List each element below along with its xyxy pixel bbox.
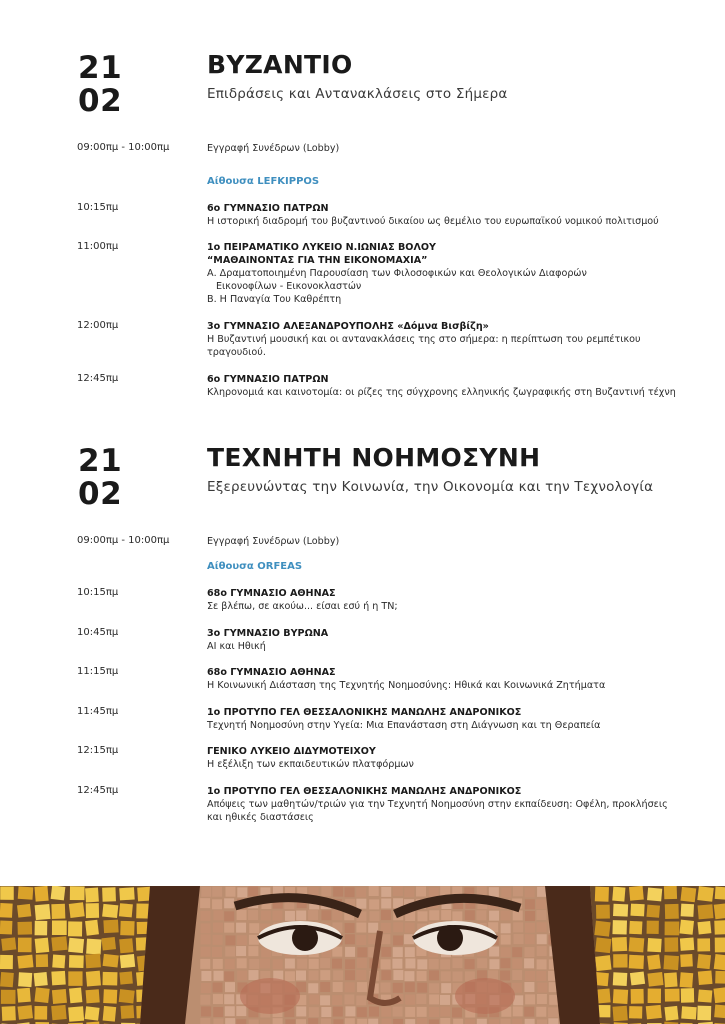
time: 10:45πμ xyxy=(77,627,119,638)
section-date xyxy=(78,445,122,511)
time: 10:15πμ xyxy=(77,202,119,213)
presentation-title: Η ιστορική διαδρομή του βυζαντινού δικαίου ως θεμέλιο του ευρωπαϊκού νομικού πολιτισμού xyxy=(207,216,659,227)
room-label: Αίθουσα ORFEAS xyxy=(207,561,303,572)
school-name: 1ο ΠΕΙΡΑΜΑΤΙΚΟ ΛΥΚΕΙΟ Ν.ΙΩΝΙΑΣ ΒΟΛΟΥ xyxy=(207,242,436,253)
time: 10:15πμ xyxy=(77,587,119,598)
school-name: 1ο ΠΡΟΤΥΠΟ ΓΕΛ ΘΕΣΣΑΛΟΝΙΚΗΣ ΜΑΝΩΛΗΣ ΑΝΔΡΟΝΙΚΟΣ xyxy=(207,786,522,797)
registration-text: Εγγραφή Συνέδρων (Lobby) xyxy=(207,143,340,154)
school-name: 68ο ΓΥΜΝΑΣΙΟ ΑΘΗΝΑΣ xyxy=(207,588,336,599)
presentation-title: Η εξέλιξη των εκπαιδευτικών πλατφόρμων xyxy=(207,759,414,770)
project-title: “ΜΑΘΑΙΝΟΝΤΑΣ ΓΙΑ ΤΗΝ ΕΙΚΟΝΟΜΑΧΙΑ” xyxy=(207,255,428,266)
date-month: 02 xyxy=(78,83,123,119)
room-label: Αίθουσα LEFKIPPOS xyxy=(207,176,320,187)
date-day: 21 xyxy=(78,443,123,479)
presentation-title: Β. Η Παναγία Του Καθρέπτη xyxy=(207,294,342,305)
section-title: ΒΥΖΑΝΤΙΟ xyxy=(207,50,353,79)
presentation-title: Η Κοινωνική Διάσταση της Τεχνητής Νοημοσύνης: Ηθικά και Κοινωνικά Ζητήματα xyxy=(207,680,606,691)
section-subtitle: Επιδράσεις και Αντανακλάσεις στο Σήμερα xyxy=(207,86,508,102)
time: 12:15πμ xyxy=(77,745,119,756)
time: 09:00πμ - 10:00πμ xyxy=(77,535,170,546)
section-subtitle: Εξερευνώντας την Κοινωνία, την Οικονομία και την Τεχνολογία xyxy=(207,479,654,495)
school-name: ΓΕΝΙΚΟ ΛΥΚΕΙΟ ΔΙΔΥΜΟΤΕΙΧΟΥ xyxy=(207,746,376,757)
time: 11:00πμ xyxy=(77,241,119,252)
school-name: 6ο ΓΥΜΝΑΣΙΟ ΠΑΤΡΩΝ xyxy=(207,374,329,385)
section-date xyxy=(78,52,122,118)
presentation-title: Η Βυζαντινή μουσική και οι αντανακλάσεις της στο σήμερα: η περίπτωση του ρεμπέτικου xyxy=(207,334,641,345)
section-title: ΤΕΧΝΗΤΗ ΝΟΗΜΟΣΥΝΗ xyxy=(207,443,541,472)
date-month: 02 xyxy=(78,476,123,512)
school-name: 1ο ΠΡΟΤΥΠΟ ΓΕΛ ΘΕΣΣΑΛΟΝΙΚΗΣ ΜΑΝΩΛΗΣ ΑΝΔΡΟΝΙΚΟΣ xyxy=(207,707,522,718)
date-day: 21 xyxy=(78,50,123,86)
presentation-title: Εικονοφίλων - Εικονοκλαστών xyxy=(216,281,362,292)
school-name: 3ο ΓΥΜΝΑΣΙΟ ΑΛΕΞΑΝΔΡΟΥΠΟΛΗΣ «Δόμνα Βισβίζη» xyxy=(207,321,489,332)
presentation-title: AI και Ηθική xyxy=(207,641,266,652)
time: 12:00πμ xyxy=(77,320,119,331)
mosaic-face-illustration xyxy=(0,886,725,1024)
school-name: 68ο ΓΥΜΝΑΣΙΟ ΑΘΗΝΑΣ xyxy=(207,667,336,678)
school-name: 3ο ΓΥΜΝΑΣΙΟ ΒΥΡΩΝΑ xyxy=(207,628,329,639)
presentation-title: Τεχνητή Νοημοσύνη στην Υγεία: Μια Επανάσταση στη Διάγνωση και τη Θεραπεία xyxy=(207,720,601,731)
time: 11:15πμ xyxy=(77,666,119,677)
presentation-title: Α. Δραματοποιημένη Παρουσίαση των Φιλοσοφικών και Θεολογικών Διαφορών xyxy=(207,268,587,279)
presentation-title: τραγουδιού. xyxy=(207,347,266,358)
registration-text: Εγγραφή Συνέδρων (Lobby) xyxy=(207,536,340,547)
presentation-title: και ηθικές διαστάσεις xyxy=(207,812,314,823)
mosaic-image xyxy=(0,886,725,1024)
time: 12:45πμ xyxy=(77,785,119,796)
presentation-title: Απόψεις των μαθητών/τριών για την Τεχνητή Νοημοσύνη στην εκπαίδευση: Οφέλη, προκλήσεις xyxy=(207,799,668,810)
presentation-title: Κληρονομιά και καινοτομία: οι ρίζες της σύγχρονης ελληνικής ζωγραφικής στη Βυζαντινή τέχνη xyxy=(207,387,676,398)
time: 11:45πμ xyxy=(77,706,119,717)
presentation-title: Σε βλέπω, σε ακούω... είσαι εσύ ή η ΤΝ; xyxy=(207,601,398,612)
time: 09:00πμ - 10:00πμ xyxy=(77,142,170,153)
school-name: 6ο ΓΥΜΝΑΣΙΟ ΠΑΤΡΩΝ xyxy=(207,203,329,214)
time: 12:45πμ xyxy=(77,373,119,384)
